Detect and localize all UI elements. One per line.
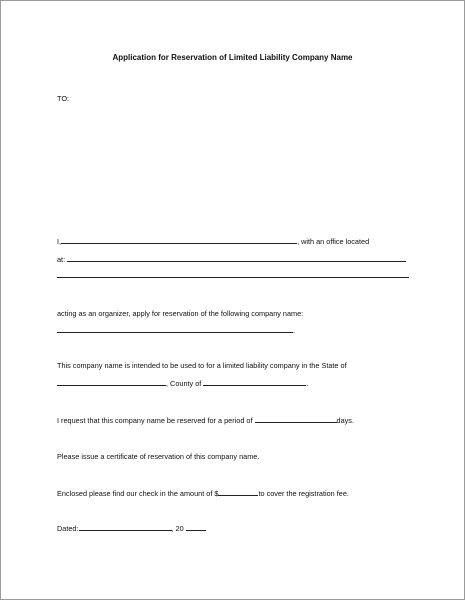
year-prefix: , 20 <box>171 524 184 533</box>
address-line <box>57 255 406 263</box>
state-county-line <box>57 379 308 387</box>
check-suffix: to cover the registration fee. <box>258 489 349 498</box>
dated-line <box>57 524 206 532</box>
check-prefix: Enclosed please find our check in the amount of $ <box>57 489 219 498</box>
request-prefix: I request that this company name be reserved for a period of <box>57 416 253 425</box>
document-title: Application for Reservation of Limited Liability Company Name <box>112 53 353 62</box>
address-prefix: at: <box>57 255 66 264</box>
dated-label: Dated: <box>57 524 79 533</box>
request-line <box>57 416 354 424</box>
applicant-suffix: , with an office located <box>297 237 370 246</box>
applicant-line <box>57 237 369 245</box>
organizer-text: acting as an organizer, apply for reservation of the following company name: <box>57 309 304 318</box>
county-label: , County of <box>166 379 202 388</box>
request-suffix: days. <box>336 416 354 425</box>
company-name-line <box>57 326 295 334</box>
applicant-prefix: I, <box>57 237 62 246</box>
to-label: TO: <box>57 94 70 103</box>
state-blank[interactable] <box>57 379 166 386</box>
period-blank[interactable] <box>255 416 337 423</box>
amount-blank[interactable] <box>218 489 258 496</box>
address-blank-2[interactable] <box>57 277 409 278</box>
company-name-blank[interactable] <box>57 326 296 335</box>
address-blank-1[interactable] <box>67 255 406 262</box>
check-line <box>57 489 349 497</box>
date-blank[interactable] <box>79 524 172 531</box>
intended-text: This company name is intended to be used to for a limited liability company in the State of <box>57 361 347 370</box>
company-name-end: . <box>293 326 296 335</box>
county-blank[interactable] <box>203 379 309 388</box>
issue-text: Please issue a certificate of reservation of this company name. <box>57 452 260 461</box>
applicant-name-blank[interactable] <box>61 237 297 244</box>
county-end: . <box>306 379 309 388</box>
year-blank[interactable] <box>186 524 206 531</box>
